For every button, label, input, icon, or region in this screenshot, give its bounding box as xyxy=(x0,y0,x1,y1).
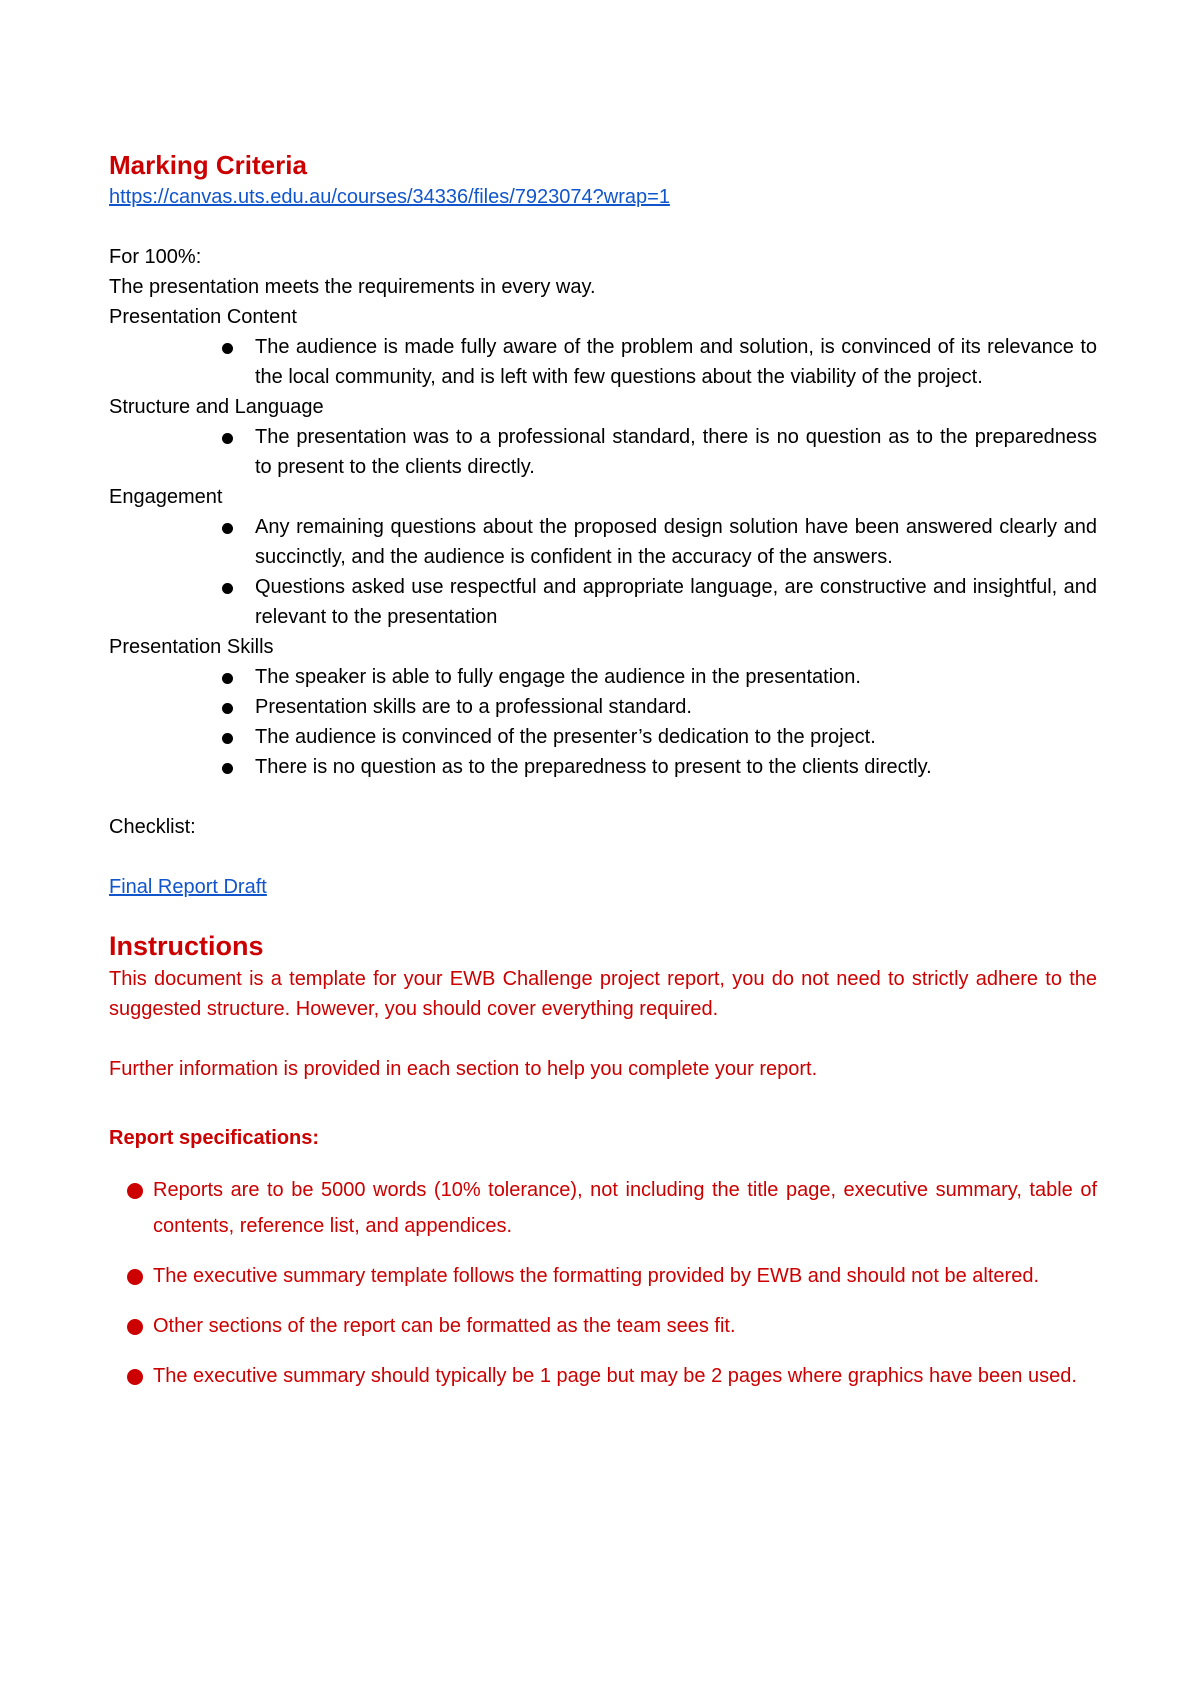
list-item: The executive summary template follows the formatting provided by EWB and should not be altered. xyxy=(109,1258,1097,1294)
bullet-icon xyxy=(127,1269,143,1285)
list-item: The executive summary should typically be 1 page but may be 2 pages where graphics have been used. xyxy=(109,1358,1097,1394)
section-heading-structure: Structure and Language xyxy=(109,396,324,418)
bullet-icon xyxy=(127,1369,143,1385)
section-heading-content: Presentation Content xyxy=(109,306,297,328)
for-100-label: For 100%: xyxy=(109,246,202,268)
specifications-list xyxy=(109,1172,1097,1394)
bullet-icon xyxy=(222,523,233,534)
instructions-title: Instructions xyxy=(109,931,264,961)
list-item: Questions asked use respectful and appropriate language, are constructive and insightful, and relevant to the presentation xyxy=(109,572,1097,632)
instructions-para-2: Further information is provided in each section to help you complete your report. xyxy=(109,1058,818,1080)
bullet-icon xyxy=(222,733,233,744)
engagement-bullets xyxy=(109,512,1097,632)
final-report-draft-link[interactable]: Final Report Draft xyxy=(109,876,267,898)
list-item: The audience is made fully aware of the problem and solution, is convinced of its relevance to the local community, and is left with few questions about the viability of the project. xyxy=(109,332,1097,392)
document-content xyxy=(109,148,1097,1408)
bullet-icon xyxy=(222,763,233,774)
list-item: Presentation skills are to a professional standard. xyxy=(109,692,1097,722)
list-item: The audience is convinced of the presenter’s dedication to the project. xyxy=(109,722,1097,752)
section-heading-engagement: Engagement xyxy=(109,486,223,508)
bullet-icon xyxy=(222,343,233,354)
list-item: Reports are to be 5000 words (10% tolerance), not including the title page, executive summary, table of contents, reference list, and appendices. xyxy=(109,1172,1097,1244)
list-item: Other sections of the report can be formatted as the team sees fit. xyxy=(109,1308,1097,1344)
intro-text: The presentation meets the requirements in every way. xyxy=(109,276,596,298)
structure-bullets xyxy=(109,422,1097,482)
bullet-icon xyxy=(222,703,233,714)
bullet-icon xyxy=(127,1319,143,1335)
canvas-link[interactable]: https://canvas.uts.edu.au/courses/34336/files/7923074?wrap=1 xyxy=(109,186,670,208)
list-item: There is no question as to the preparedness to present to the clients directly. xyxy=(109,752,1097,782)
checklist-label: Checklist: xyxy=(109,816,196,838)
list-item: The presentation was to a professional standard, there is no question as to the preparedness to present to the clients directly. xyxy=(109,422,1097,482)
report-specifications-heading: Report specifications: xyxy=(109,1127,320,1149)
bullet-icon xyxy=(222,433,233,444)
skills-bullets xyxy=(109,662,1097,782)
section-heading-skills: Presentation Skills xyxy=(109,636,274,658)
instructions-para-1: This document is a template for your EWB Challenge project report, you do not need to strictly adhere to the suggested structure. However, you should cover everything required. xyxy=(109,968,1097,1020)
bullet-icon xyxy=(127,1183,143,1199)
list-item: Any remaining questions about the proposed design solution have been answered clearly and succinctly, and the audience is confident in the accuracy of the answers. xyxy=(109,512,1097,572)
list-item: The speaker is able to fully engage the audience in the presentation. xyxy=(109,662,1097,692)
marking-criteria-title: Marking Criteria xyxy=(109,150,307,180)
bullet-icon xyxy=(222,583,233,594)
bullet-icon xyxy=(222,673,233,684)
content-bullets xyxy=(109,332,1097,392)
